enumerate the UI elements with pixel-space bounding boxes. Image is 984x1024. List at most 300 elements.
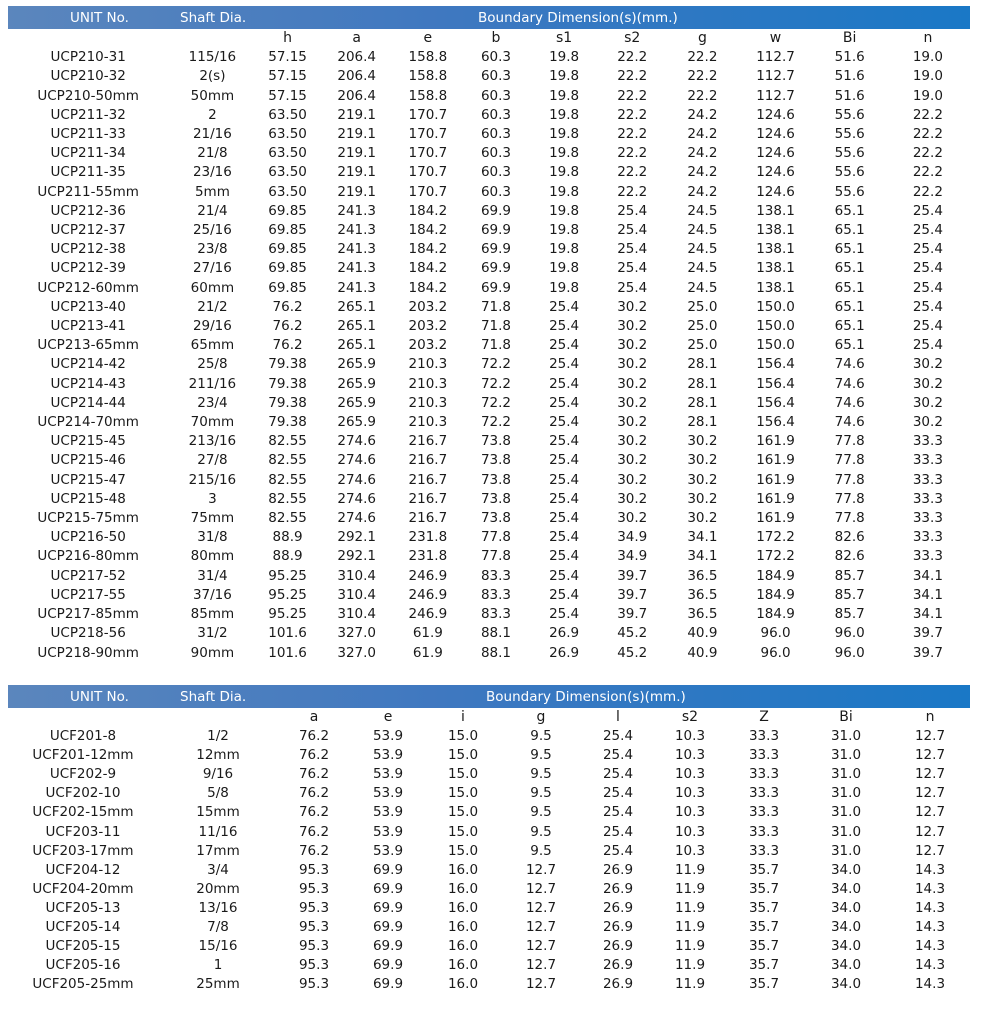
dimension-cell: 265.9 [337,375,377,392]
table-row [8,106,970,125]
shaft-dia-cell: 31/4 [197,567,228,584]
dimension-cell: 76.2 [298,766,330,783]
shaft-dia-cell: 80mm [190,548,235,565]
shaft-dia-cell: 11/16 [198,823,238,840]
unit-no-cell: UCP213-40 [50,298,126,315]
unit-no-cell: UCP218-90mm [37,644,139,661]
shaft-dia-cell: 90mm [190,644,235,661]
dimension-cell: 60.3 [480,164,511,181]
dimension-cell: 22.2 [617,87,648,104]
unit-no-cell: UCF205-25mm [32,976,134,993]
shaft-dia-cell: 65mm [190,337,235,354]
ucf-header-banner [8,685,970,708]
dimension-cell: 25.4 [549,394,580,411]
dimension-cell: 161.9 [756,510,795,527]
unit-no-cell: UCF205-13 [45,899,121,916]
dimension-cell: 36.5 [687,567,718,584]
dimension-cell: 22.2 [912,145,943,162]
dimension-cell: 76.2 [298,728,330,745]
dimension-cell: 76.2 [298,804,330,821]
table-row [8,375,970,394]
dimension-cell: 241.3 [337,260,377,277]
unit-no-cell: UCP217-55 [50,586,126,603]
dimension-cell: 30.2 [687,490,718,507]
dimension-cell: 16.0 [447,919,479,936]
unit-no-cell: UCP215-46 [50,452,126,469]
dimension-cell: 25.4 [617,202,648,219]
column-header: h [283,30,292,46]
dimension-cell: 69.85 [268,260,307,277]
dimension-cell: 36.5 [687,586,718,603]
dimension-cell: 69.85 [268,202,307,219]
dimension-cell: 210.3 [408,414,448,431]
unit-no-cell: UCP215-45 [50,433,126,450]
table-row [8,451,970,470]
dimension-cell: 33.3 [748,804,780,821]
dimension-cell: 216.7 [408,452,448,469]
shaft-dia-cell: 13/16 [198,899,238,916]
dimension-cell: 246.9 [408,606,448,623]
table-row [8,183,970,202]
dimension-cell: 274.6 [337,452,377,469]
dimension-cell: 112.7 [756,87,795,104]
dimension-cell: 34.1 [687,529,718,546]
dimension-cell: 292.1 [337,548,377,565]
dimension-cell: 12.7 [525,976,557,993]
dimension-cell: 170.7 [408,145,448,162]
dimension-cell: 156.4 [756,414,795,431]
dimension-cell: 30.2 [617,375,648,392]
dimension-cell: 31.0 [830,804,862,821]
dimension-cell: 265.1 [337,298,377,315]
dimension-cell: 25.4 [602,804,634,821]
dimension-cell: 30.2 [617,471,648,488]
dimension-cell: 61.9 [412,625,443,642]
dimension-cell: 25.4 [549,471,580,488]
column-header: a [309,709,319,725]
dimension-cell: 15.0 [447,785,479,802]
dimension-cell: 82.55 [268,452,307,469]
table-row [8,144,970,163]
dimension-cell: 265.9 [337,414,377,431]
unit-no-cell: UCP214-70mm [37,414,139,431]
dimension-cell: 65.1 [834,222,865,239]
unit-no-cell: UCF204-20mm [32,880,134,897]
unit-no-header: UNIT No. [70,689,129,705]
dimension-cell: 203.2 [408,298,448,315]
dimension-cell: 53.9 [372,804,404,821]
unit-no-cell: UCP210-50mm [37,87,139,104]
shaft-dia-cell: 75mm [190,510,235,527]
shaft-dia-cell: 27/16 [192,260,232,277]
dimension-cell: 246.9 [408,586,448,603]
dimension-cell: 150.0 [756,298,795,315]
dimension-cell: 25.4 [549,298,580,315]
dimension-cell: 170.7 [408,164,448,181]
dimension-cell: 73.8 [480,452,511,469]
dimension-cell: 24.5 [687,279,718,296]
dimension-cell: 10.3 [674,823,706,840]
dimension-cell: 22.2 [617,106,648,123]
dimension-cell: 79.38 [268,394,307,411]
dimension-cell: 34.0 [830,957,862,974]
table-row [8,975,970,994]
dimension-cell: 10.3 [674,785,706,802]
dimension-cell: 96.0 [834,644,865,661]
dimension-cell: 12.7 [914,842,946,859]
dimension-cell: 24.5 [687,222,718,239]
dimension-cell: 53.9 [372,747,404,764]
dimension-cell: 33.3 [912,548,943,565]
dimension-cell: 24.5 [687,241,718,258]
dimension-cell: 69.9 [372,899,404,916]
shaft-dia-header: Shaft Dia. [180,10,247,26]
dimension-cell: 26.9 [602,880,634,897]
table-row [8,221,970,240]
shaft-dia-cell: 213/16 [188,433,237,450]
dimension-cell: 25.4 [549,452,580,469]
unit-no-cell: UCP212-38 [50,241,126,258]
dimension-cell: 124.6 [756,106,795,123]
shaft-dia-cell: 85mm [190,606,235,623]
dimension-cell: 69.9 [480,260,511,277]
dimension-cell: 39.7 [912,625,943,642]
dimension-cell: 63.50 [268,183,307,200]
dimension-cell: 22.2 [617,145,648,162]
dimension-cell: 310.4 [337,586,377,603]
unit-no-cell: UCP212-60mm [37,279,139,296]
dimension-cell: 82.6 [834,548,865,565]
dimension-cell: 34.0 [830,976,862,993]
dimension-cell: 77.8 [834,433,865,450]
dimension-cell: 95.3 [298,957,330,974]
table-row [8,67,970,86]
dimension-cell: 11.9 [674,919,706,936]
table-row [8,48,970,67]
dimension-cell: 30.2 [617,433,648,450]
dimension-cell: 12.7 [914,823,946,840]
unit-no-cell: UCP211-34 [50,145,126,162]
table-row [8,317,970,336]
dimension-cell: 25.4 [549,414,580,431]
dimension-cell: 74.6 [834,414,865,431]
dimension-cell: 12.7 [914,747,946,764]
dimension-cell: 69.9 [480,222,511,239]
shaft-dia-cell: 21/2 [197,298,228,315]
dimension-cell: 150.0 [756,318,795,335]
dimension-cell: 231.8 [408,548,448,565]
table-row [8,279,970,298]
unit-no-cell: UCP217-52 [50,567,126,584]
dimension-cell: 77.8 [834,471,865,488]
dimension-cell: 72.2 [480,414,511,431]
dimension-cell: 15.0 [447,823,479,840]
shaft-dia-cell: 50mm [190,87,235,104]
dimension-cell: 161.9 [756,471,795,488]
dimension-cell: 30.2 [617,490,648,507]
unit-no-cell: UCP211-35 [50,164,126,181]
dimension-cell: 25.4 [602,766,634,783]
dimension-cell: 30.2 [912,356,943,373]
table-row [8,746,970,765]
unit-no-cell: UCF204-12 [45,861,121,878]
table-row [8,644,970,663]
dimension-cell: 11.9 [674,880,706,897]
shaft-dia-cell: 15mm [196,804,240,821]
unit-no-cell: UCP212-39 [50,260,126,277]
dimension-cell: 24.2 [687,164,718,181]
dimension-cell: 25.4 [617,260,648,277]
shaft-dia-cell: 25mm [196,976,240,993]
dimension-cell: 11.9 [674,976,706,993]
dimension-cell: 12.7 [914,785,946,802]
dimension-cell: 34.1 [912,567,943,584]
shaft-dia-cell: 7/8 [207,919,229,936]
dimension-cell: 65.1 [834,298,865,315]
dimension-cell: 9.5 [530,747,552,764]
dimension-cell: 82.55 [268,490,307,507]
dimension-cell: 216.7 [408,471,448,488]
dimension-cell: 45.2 [617,644,648,661]
dimension-cell: 184.2 [408,241,448,258]
dimension-cell: 172.2 [756,548,795,565]
table-row [8,394,970,413]
boundary-dimension-header: Boundary Dimension(s)(mm.) [478,10,678,26]
dimension-cell: 138.1 [756,202,795,219]
dimension-cell: 85.7 [834,586,865,603]
dimension-cell: 26.9 [602,957,634,974]
dimension-cell: 30.2 [912,375,943,392]
table-row [8,471,970,490]
dimension-cell: 25.4 [912,241,943,258]
dimension-cell: 22.2 [912,183,943,200]
dimension-cell: 25.4 [912,222,943,239]
dimension-cell: 34.0 [830,861,862,878]
ucp-table [8,29,970,663]
dimension-cell: 25.4 [912,318,943,335]
shaft-dia-cell: 9/16 [202,766,234,783]
table-row [8,125,970,144]
column-header: s1 [556,30,573,46]
dimension-cell: 82.55 [268,510,307,527]
dimension-cell: 274.6 [337,490,377,507]
dimension-cell: 33.3 [748,747,780,764]
unit-no-cell: UCP210-31 [50,49,126,66]
dimension-cell: 55.6 [834,126,865,143]
dimension-cell: 73.8 [480,433,511,450]
dimension-cell: 35.7 [748,899,780,916]
dimension-cell: 31.0 [830,842,862,859]
dimension-cell: 30.2 [617,414,648,431]
dimension-cell: 241.3 [337,222,377,239]
dimension-cell: 69.85 [268,279,307,296]
dimension-cell: 184.2 [408,279,448,296]
dimension-cell: 206.4 [337,49,377,66]
shaft-dia-cell: 21/8 [197,145,228,162]
dimension-cell: 19.8 [549,222,580,239]
dimension-cell: 10.3 [674,804,706,821]
dimension-cell: 22.2 [687,87,718,104]
dimension-cell: 77.8 [480,529,511,546]
dimension-cell: 16.0 [447,957,479,974]
dimension-cell: 53.9 [372,728,404,745]
dimension-cell: 74.6 [834,356,865,373]
dimension-cell: 19.8 [549,183,580,200]
dimension-cell: 34.0 [830,899,862,916]
dimension-cell: 28.1 [687,375,718,392]
dimension-cell: 33.3 [748,766,780,783]
dimension-cell: 34.0 [830,938,862,955]
dimension-cell: 16.0 [447,976,479,993]
dimension-cell: 95.3 [298,880,330,897]
dimension-cell: 69.9 [372,880,404,897]
table-row [8,624,970,643]
dimension-cell: 14.3 [914,976,946,993]
dimension-cell: 34.1 [687,548,718,565]
dimension-cell: 63.50 [268,145,307,162]
dimension-cell: 14.3 [914,957,946,974]
unit-no-cell: UCP211-33 [50,126,126,143]
table-row [8,355,970,374]
dimension-cell: 124.6 [756,183,795,200]
dimension-cell: 31.0 [830,785,862,802]
table-row [8,259,970,278]
dimension-cell: 83.3 [480,606,511,623]
dimension-cell: 19.8 [549,126,580,143]
dimension-cell: 26.9 [602,899,634,916]
dimension-cell: 85.7 [834,606,865,623]
dimension-cell: 79.38 [268,356,307,373]
dimension-cell: 22.2 [617,183,648,200]
dimension-cell: 150.0 [756,337,795,354]
dimension-cell: 158.8 [408,87,448,104]
dimension-cell: 53.9 [372,766,404,783]
dimension-cell: 30.2 [687,433,718,450]
dimension-cell: 31.0 [830,823,862,840]
dimension-cell: 9.5 [530,728,552,745]
dimension-cell: 25.4 [912,202,943,219]
dimension-cell: 95.3 [298,919,330,936]
dimension-cell: 9.5 [530,823,552,840]
dimension-cell: 63.50 [268,164,307,181]
dimension-cell: 55.6 [834,145,865,162]
dimension-cell: 33.3 [748,842,780,859]
column-header: n [925,709,935,725]
dimension-cell: 19.8 [549,49,580,66]
table-row [8,163,970,182]
column-header: n [923,30,933,46]
shaft-dia-cell: 215/16 [188,471,237,488]
dimension-cell: 82.55 [268,471,307,488]
empty-header-cell [8,29,168,48]
dimension-cell: 95.3 [298,938,330,955]
ucp-header-banner [8,6,970,29]
dimension-cell: 22.2 [912,164,943,181]
boundary-dimension-header: Boundary Dimension(s)(mm.) [486,689,686,705]
shaft-dia-cell: 23/4 [197,394,228,411]
dimension-cell: 25.4 [602,823,634,840]
dimension-cell: 51.6 [834,87,865,104]
dimension-cell: 24.5 [687,202,718,219]
dimension-cell: 241.3 [337,202,377,219]
unit-no-cell: UCF202-10 [45,785,121,802]
unit-no-cell: UCP210-32 [50,68,126,85]
dimension-cell: 9.5 [530,804,552,821]
dimension-cell: 39.7 [617,586,648,603]
dimension-cell: 69.9 [372,957,404,974]
dimension-cell: 65.1 [834,260,865,277]
dimension-cell: 95.25 [268,606,307,623]
shaft-dia-cell: 211/16 [188,375,237,392]
dimension-cell: 57.15 [268,68,307,85]
dimension-cell: 22.2 [617,164,648,181]
dimension-cell: 11.9 [674,899,706,916]
dimension-cell: 216.7 [408,433,448,450]
dimension-cell: 231.8 [408,529,448,546]
dimension-cell: 14.3 [914,861,946,878]
shaft-dia-cell: 1 [213,957,223,974]
dimension-cell: 206.4 [337,87,377,104]
table-row [8,880,970,899]
dimension-cell: 274.6 [337,510,377,527]
dimension-cell: 73.8 [480,490,511,507]
dimension-cell: 170.7 [408,106,448,123]
dimension-cell: 69.9 [480,241,511,258]
column-header: e [423,30,433,46]
dimension-cell: 57.15 [268,49,307,66]
dimension-cell: 33.3 [748,823,780,840]
dimension-cell: 25.4 [617,241,648,258]
column-header: s2 [624,30,641,46]
dimension-cell: 184.9 [756,606,795,623]
dimension-cell: 65.1 [834,337,865,354]
shaft-dia-cell: 115/16 [188,49,237,66]
dimension-cell: 33.3 [912,433,943,450]
dimension-cell: 15.0 [447,804,479,821]
dimension-cell: 82.55 [268,433,307,450]
dimension-cell: 35.7 [748,861,780,878]
dimension-cell: 30.2 [687,471,718,488]
table-row [8,567,970,586]
dimension-cell: 26.9 [602,938,634,955]
dimension-cell: 156.4 [756,375,795,392]
dimension-cell: 83.3 [480,586,511,603]
dimension-cell: 203.2 [408,318,448,335]
dimension-cell: 19.8 [549,106,580,123]
dimension-cell: 265.1 [337,318,377,335]
dimension-cell: 71.8 [480,318,511,335]
table-row [8,509,970,528]
dimension-cell: 101.6 [268,625,307,642]
unit-no-cell: UCF205-16 [45,957,121,974]
unit-no-cell: UCF203-17mm [32,842,134,859]
dimension-cell: 246.9 [408,567,448,584]
unit-no-cell: UCP214-44 [50,394,126,411]
shaft-dia-cell: 60mm [190,279,235,296]
shaft-dia-cell: 20mm [196,880,240,897]
table-row [8,765,970,784]
column-header: b [491,30,501,46]
dimension-cell: 158.8 [408,68,448,85]
dimension-cell: 24.5 [687,260,718,277]
dimension-cell: 219.1 [337,145,377,162]
dimension-cell: 14.3 [914,938,946,955]
ucp-column-header-row [8,29,970,48]
dimension-cell: 79.38 [268,414,307,431]
shaft-dia-cell: 31/2 [197,625,228,642]
dimension-cell: 25.4 [549,318,580,335]
dimension-cell: 14.3 [914,880,946,897]
